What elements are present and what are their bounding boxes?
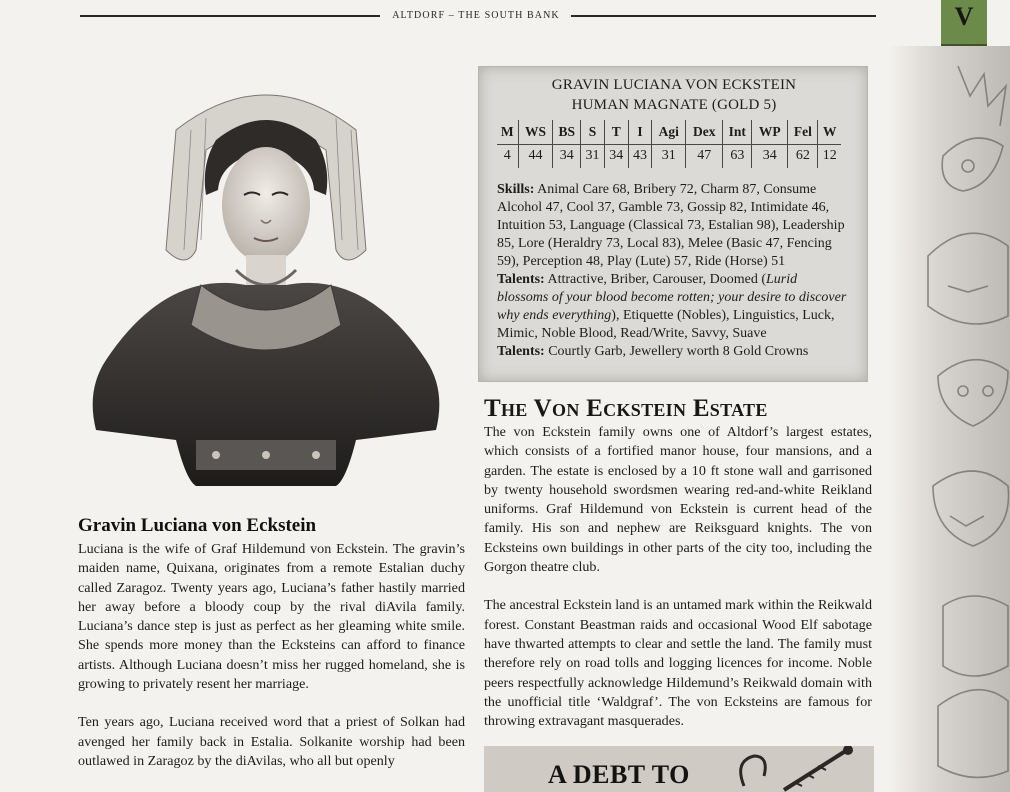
header-rule-right	[571, 15, 876, 17]
trappings-label: Talents:	[497, 344, 545, 359]
characteristics-value-row	[497, 144, 841, 168]
chapter-tab	[941, 0, 987, 46]
luciana-paragraph: Ten years ago, Luciana received word that a priest of Solkan had avenged her family back in Estalia. Solkanite worship had been outlawed in Zaragoz by the diAvilas, who all but openly	[78, 714, 465, 769]
sidebar-title: A DEBT TO	[548, 760, 690, 789]
stat-header: Dex	[686, 120, 723, 144]
stat-header: Fel	[788, 120, 818, 144]
estate-paragraph: The ancestral Eckstein land is an untamed mark within the Reikwald forest. Constant Beastman raids and occasional Wood Elf sabotage have thwarted attempts to clear and settle the land. The family must therefore rely on road tolls and logging licences for income. Noble peers respectfully acknowledge Hildemund’s Reikwald domain with the unofficial title ‘Waldgraf’. The von Ecksteins are famous for throwing extravagant masquerades.	[484, 597, 872, 730]
stat-header: BS	[553, 120, 581, 144]
talents-text-post: ), Etiquette (Nobles), Linguistics, Luck, Mimic, Noble Blood, Read/Write, Savvy, Suave	[497, 308, 835, 341]
talents-label: Talents:	[497, 272, 545, 287]
characteristics-header-row	[497, 120, 841, 144]
stat-header: S	[581, 120, 605, 144]
talents-text-pre: Attractive, Briber, Carouser, Doomed (	[547, 272, 766, 287]
stat-header: WP	[752, 120, 788, 144]
stat-value: 4	[503, 148, 511, 164]
characteristics-table	[497, 120, 841, 168]
stat-value: 63	[723, 144, 752, 168]
stat-value: 43	[628, 144, 652, 168]
portrait-illustration	[66, 70, 470, 486]
stat-value: 31	[581, 144, 605, 168]
stat-header: WS	[518, 120, 553, 144]
doom-text: Lurid blossoms of your blood become rotten; your desire to discover why ends everything	[497, 272, 847, 323]
luciana-heading: Gravin Luciana von Eckstein	[78, 515, 317, 536]
talents-line	[497, 271, 847, 343]
stat-value: 44	[518, 144, 553, 168]
stat-value: 34	[553, 144, 581, 168]
skills-text: Animal Care 68, Bribery 72, Charm 87, Consume Alcohol 47, Cool 37, Gamble 73, Gossip 82, Intimidate 46, Intuition 53, Language (Classical 73, Estalian 98), Leadership 85, Lore (Heraldry 73, Local 83), Melee (Basic 47, Fencing 59), Perception 48, Play (Lute) 57, Ride (Horse) 51	[497, 182, 845, 269]
trappings-line	[497, 343, 847, 361]
stat-value: 12	[818, 144, 841, 168]
skills-label: Skills:	[497, 182, 535, 197]
trappings-text: Courtly Garb, Jewellery worth 8 Gold Crowns	[548, 344, 809, 359]
hook-icon	[724, 746, 874, 792]
stat-header: Int	[723, 120, 752, 144]
luciana-paragraph: Luciana is the wife of Graf Hildemund von Eckstein. The gravin’s maiden name, Quixana, originates from a remote Estalian duchy called Zaragoz. Twenty years ago, Luciana’s father hastily married her away before a bloody coup by the rival diAvila family. Luciana’s dance step is just as perfect as her gleaming white smile. She spends more money than the Ecksteins can afford to finance artists. Although Luciana doesn’t miss her rugged homeland, she is growing to privately resent her marriage.	[78, 541, 465, 693]
estate-heading: The Von Eckstein Estate	[484, 395, 768, 422]
stat-value: 34	[752, 144, 788, 168]
stat-header: Agi	[652, 120, 686, 144]
statblock	[478, 66, 868, 382]
statblock-name: GRAVIN LUCIANA VON ECKSTEIN	[551, 77, 797, 93]
estate-paragraph: The von Eckstein family owns one of Altdorf’s largest estates, which consists of a fortified manor house, four mansions, and a garden. The estate is enclosed by a 10 ft stone wall and garrisoned by twenty household swordsmen wearing red-and-white Reikland uniforms. Graf Hildemund von Eckstein is current head of the family. His son and nephew are Reiksguard knights. The von Ecksteins own buildings in other parts of the city too, including the Gorgon theatre club.	[484, 424, 872, 576]
side-gargoyle-art	[888, 46, 1010, 792]
stat-header: T	[604, 120, 628, 144]
statblock-career: HUMAN MAGNATE (GOLD 5)	[571, 97, 777, 113]
header-rule-left	[80, 15, 380, 17]
estate-body	[484, 423, 872, 731]
stat-header: M	[497, 120, 518, 144]
debt-sidebar	[484, 746, 874, 792]
stat-value: 31	[652, 144, 686, 168]
chapter-tab-symbol: V	[954, 2, 974, 31]
stat-value: 62	[788, 144, 818, 168]
statblock-details	[497, 181, 847, 361]
running-head: ALTDORF – THE SOUTH BANK	[392, 10, 560, 21]
stat-value: 47	[686, 144, 723, 168]
stat-header: I	[628, 120, 652, 144]
luciana-body	[78, 540, 465, 771]
stat-value: 34	[604, 144, 628, 168]
skills-line	[497, 181, 847, 271]
stat-header: W	[818, 120, 841, 144]
